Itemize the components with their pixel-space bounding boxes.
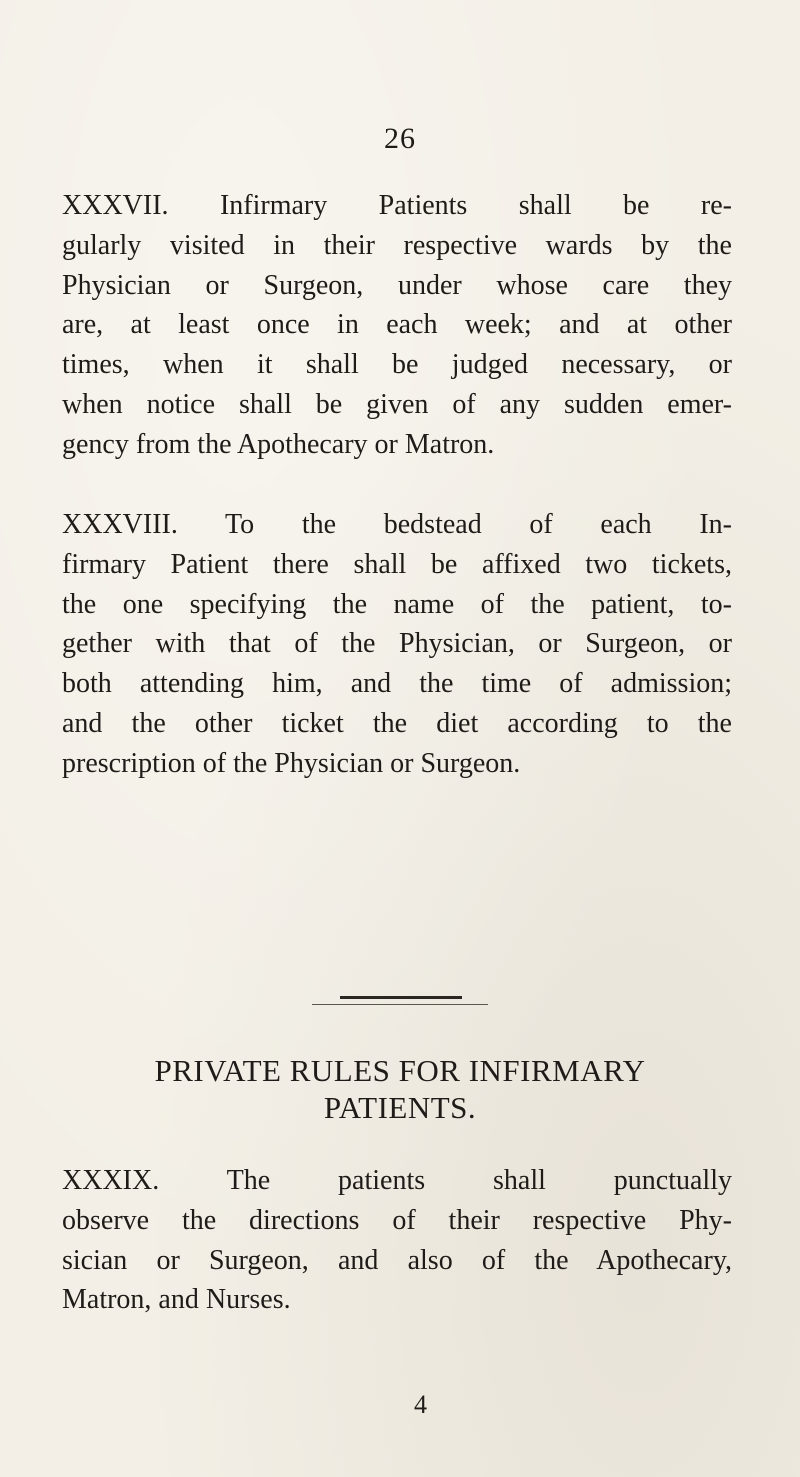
paragraph-line: both attending him, and the time of admission; (62, 668, 732, 700)
section-divider-thin (312, 1004, 488, 1005)
paragraph-line: prescription of the Physician or Surgeon. (62, 747, 521, 779)
rule-xxxviii-paragraph (62, 505, 732, 784)
paragraph-line: times, when it shall be judged necessary, or (62, 349, 732, 381)
rule-xxxix-paragraph (62, 1161, 732, 1320)
paragraph-line: sician or Surgeon, and also of the Apothecary, (62, 1244, 732, 1276)
paragraph-line: gency from the Apothecary or Matron. (62, 428, 495, 460)
paragraph-line: XXXVII. Infirmary Patients shall be re- (62, 190, 732, 221)
section-heading-line-2: PATIENTS. (323, 1090, 477, 1125)
paragraph-line: and the other ticket the diet according to the (62, 707, 732, 739)
paragraph-line: observe the directions of their respective Phy- (62, 1204, 732, 1236)
section-heading-line-1: PRIVATE RULES FOR INFIRMARY (154, 1053, 646, 1088)
paragraph-line: XXXIX. The patients shall punctually (62, 1165, 732, 1196)
section-divider-thick (340, 996, 462, 999)
paragraph-line: XXXVIII. To the bedstead of each In- (62, 509, 732, 540)
paragraph-line: the one specifying the name of the patient, to- (62, 588, 732, 620)
paragraph-line: firmary Patient there shall be affixed two tickets, (62, 548, 732, 580)
paragraph-line: when notice shall be given of any sudden emer- (62, 388, 732, 420)
paragraph-line: gether with that of the Physician, or Surgeon, or (62, 628, 732, 660)
paragraph-line: Matron, and Nurses. (62, 1284, 291, 1316)
paragraph-line: Physician or Surgeon, under whose care they (62, 269, 732, 301)
catchword: 4 (414, 1390, 427, 1419)
rule-xxxvii-paragraph (62, 186, 732, 465)
paragraph-line: gularly visited in their respective wards by the (62, 229, 732, 261)
page-number: 26 (384, 122, 416, 155)
paragraph-line: are, at least once in each week; and at other (62, 309, 732, 341)
